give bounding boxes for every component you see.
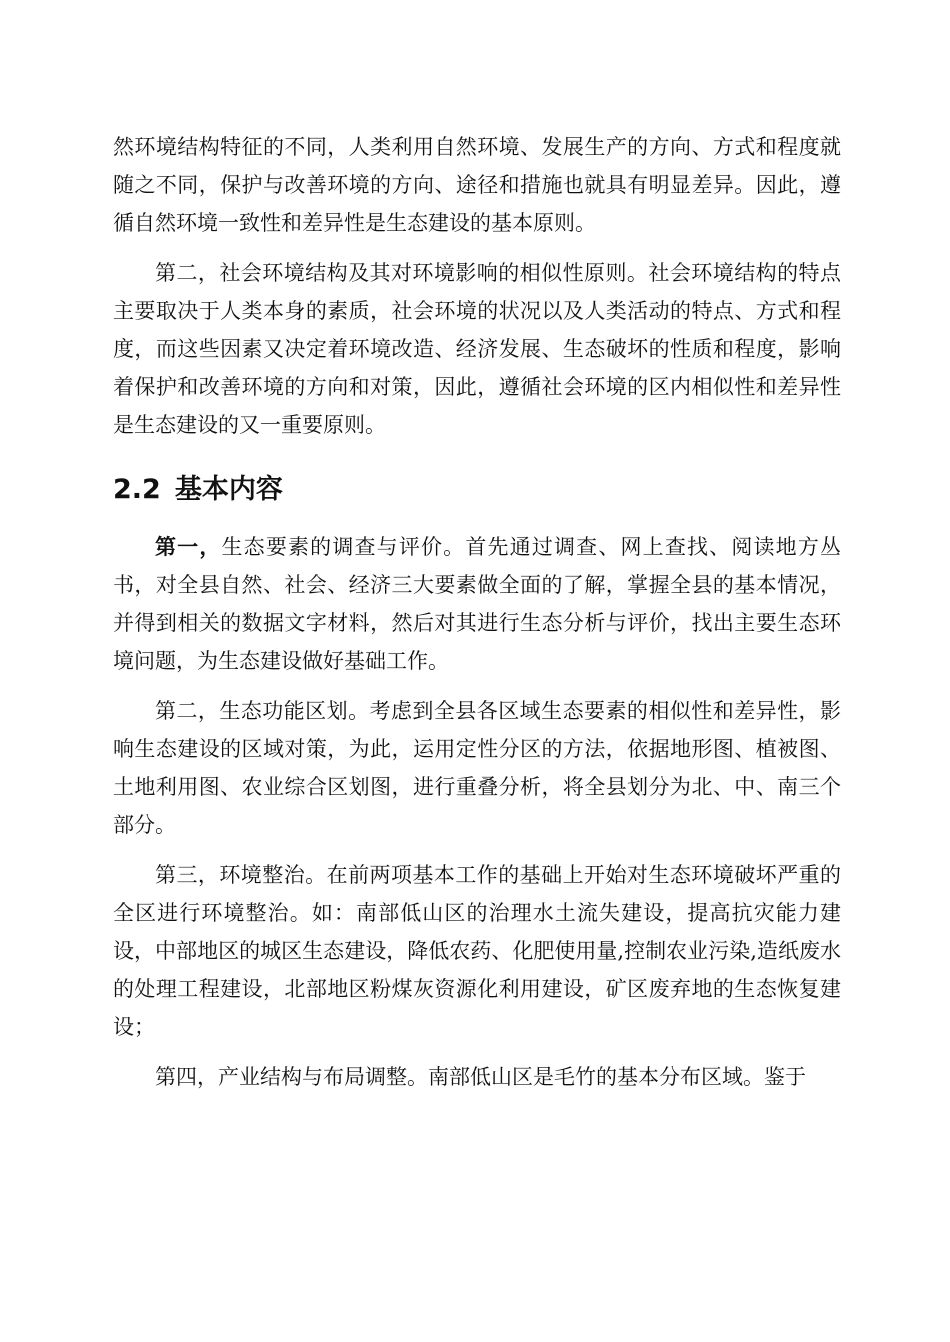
paragraph-content-one [113,528,841,680]
paragraph-lead-bold: 第一， [155,535,222,559]
paragraph-content-two: 第二，生态功能区划。考虑到全县各区域生态要素的相似性和差异性，影响生态建设的区域对策，为此，运用定性分区的方法，依据地形图、植被图、土地利用图、农业综合区划图，进行重叠分析，将全县划分为北、中、南三个部分。 [113,699,841,837]
section-number: 2.2 [113,474,161,505]
paragraph-content-three: 第三，环境整治。在前两项基本工作的基础上开始对生态环境破坏严重的全区进行环境整治。如：南部低山区的治理水土流失建设，提高抗灾能力建设，中部地区的城区生态建设，降低农药、化肥使用量,控制农业污染,造纸废水的处理工程建设，北部地区粉煤灰资源化利用建设，矿区废弃地的生态恢复建设； [113,863,841,1039]
section-heading [113,470,841,510]
document-body [113,128,841,1108]
paragraph-principle-two: 第二，社会环境结构及其对环境影响的相似性原则。社会环境结构的特点主要取决于人类本身的素质，社会环境的状况以及人类活动的特点、方式和程度，而这些因素又决定着环境改造、经济发展、生态破坏的性质和程度，影响着保护和改善环境的方向和对策，因此，遵循社会环境的区内相似性和差异性是生态建设的又一重要原则。 [113,261,841,437]
paragraph-content-four: 第四，产业结构与布局调整。南部低山区是毛竹的基本分布区域。鉴于 [155,1065,806,1089]
paragraph-content-one-body: 生态要素的调查与评价。首先通过调查、网上查找、阅读地方丛书，对全县自然、社会、经济三大要素做全面的了解，掌握全县的基本情况，并得到相关的数据文字材料，然后对其进行生态分析与评价，找出主要生态环境问题，为生态建设做好基础工作。 [113,535,841,673]
paragraph-continuation: 然环境结构特征的不同，人类利用自然环境、发展生产的方向、方式和程度就随之不同，保护与改善环境的方向、途径和措施也就具有明显差异。因此，遵循自然环境一致性和差异性是生态建设的基本原则。 [113,135,841,235]
section-title: 基本内容 [174,474,283,505]
